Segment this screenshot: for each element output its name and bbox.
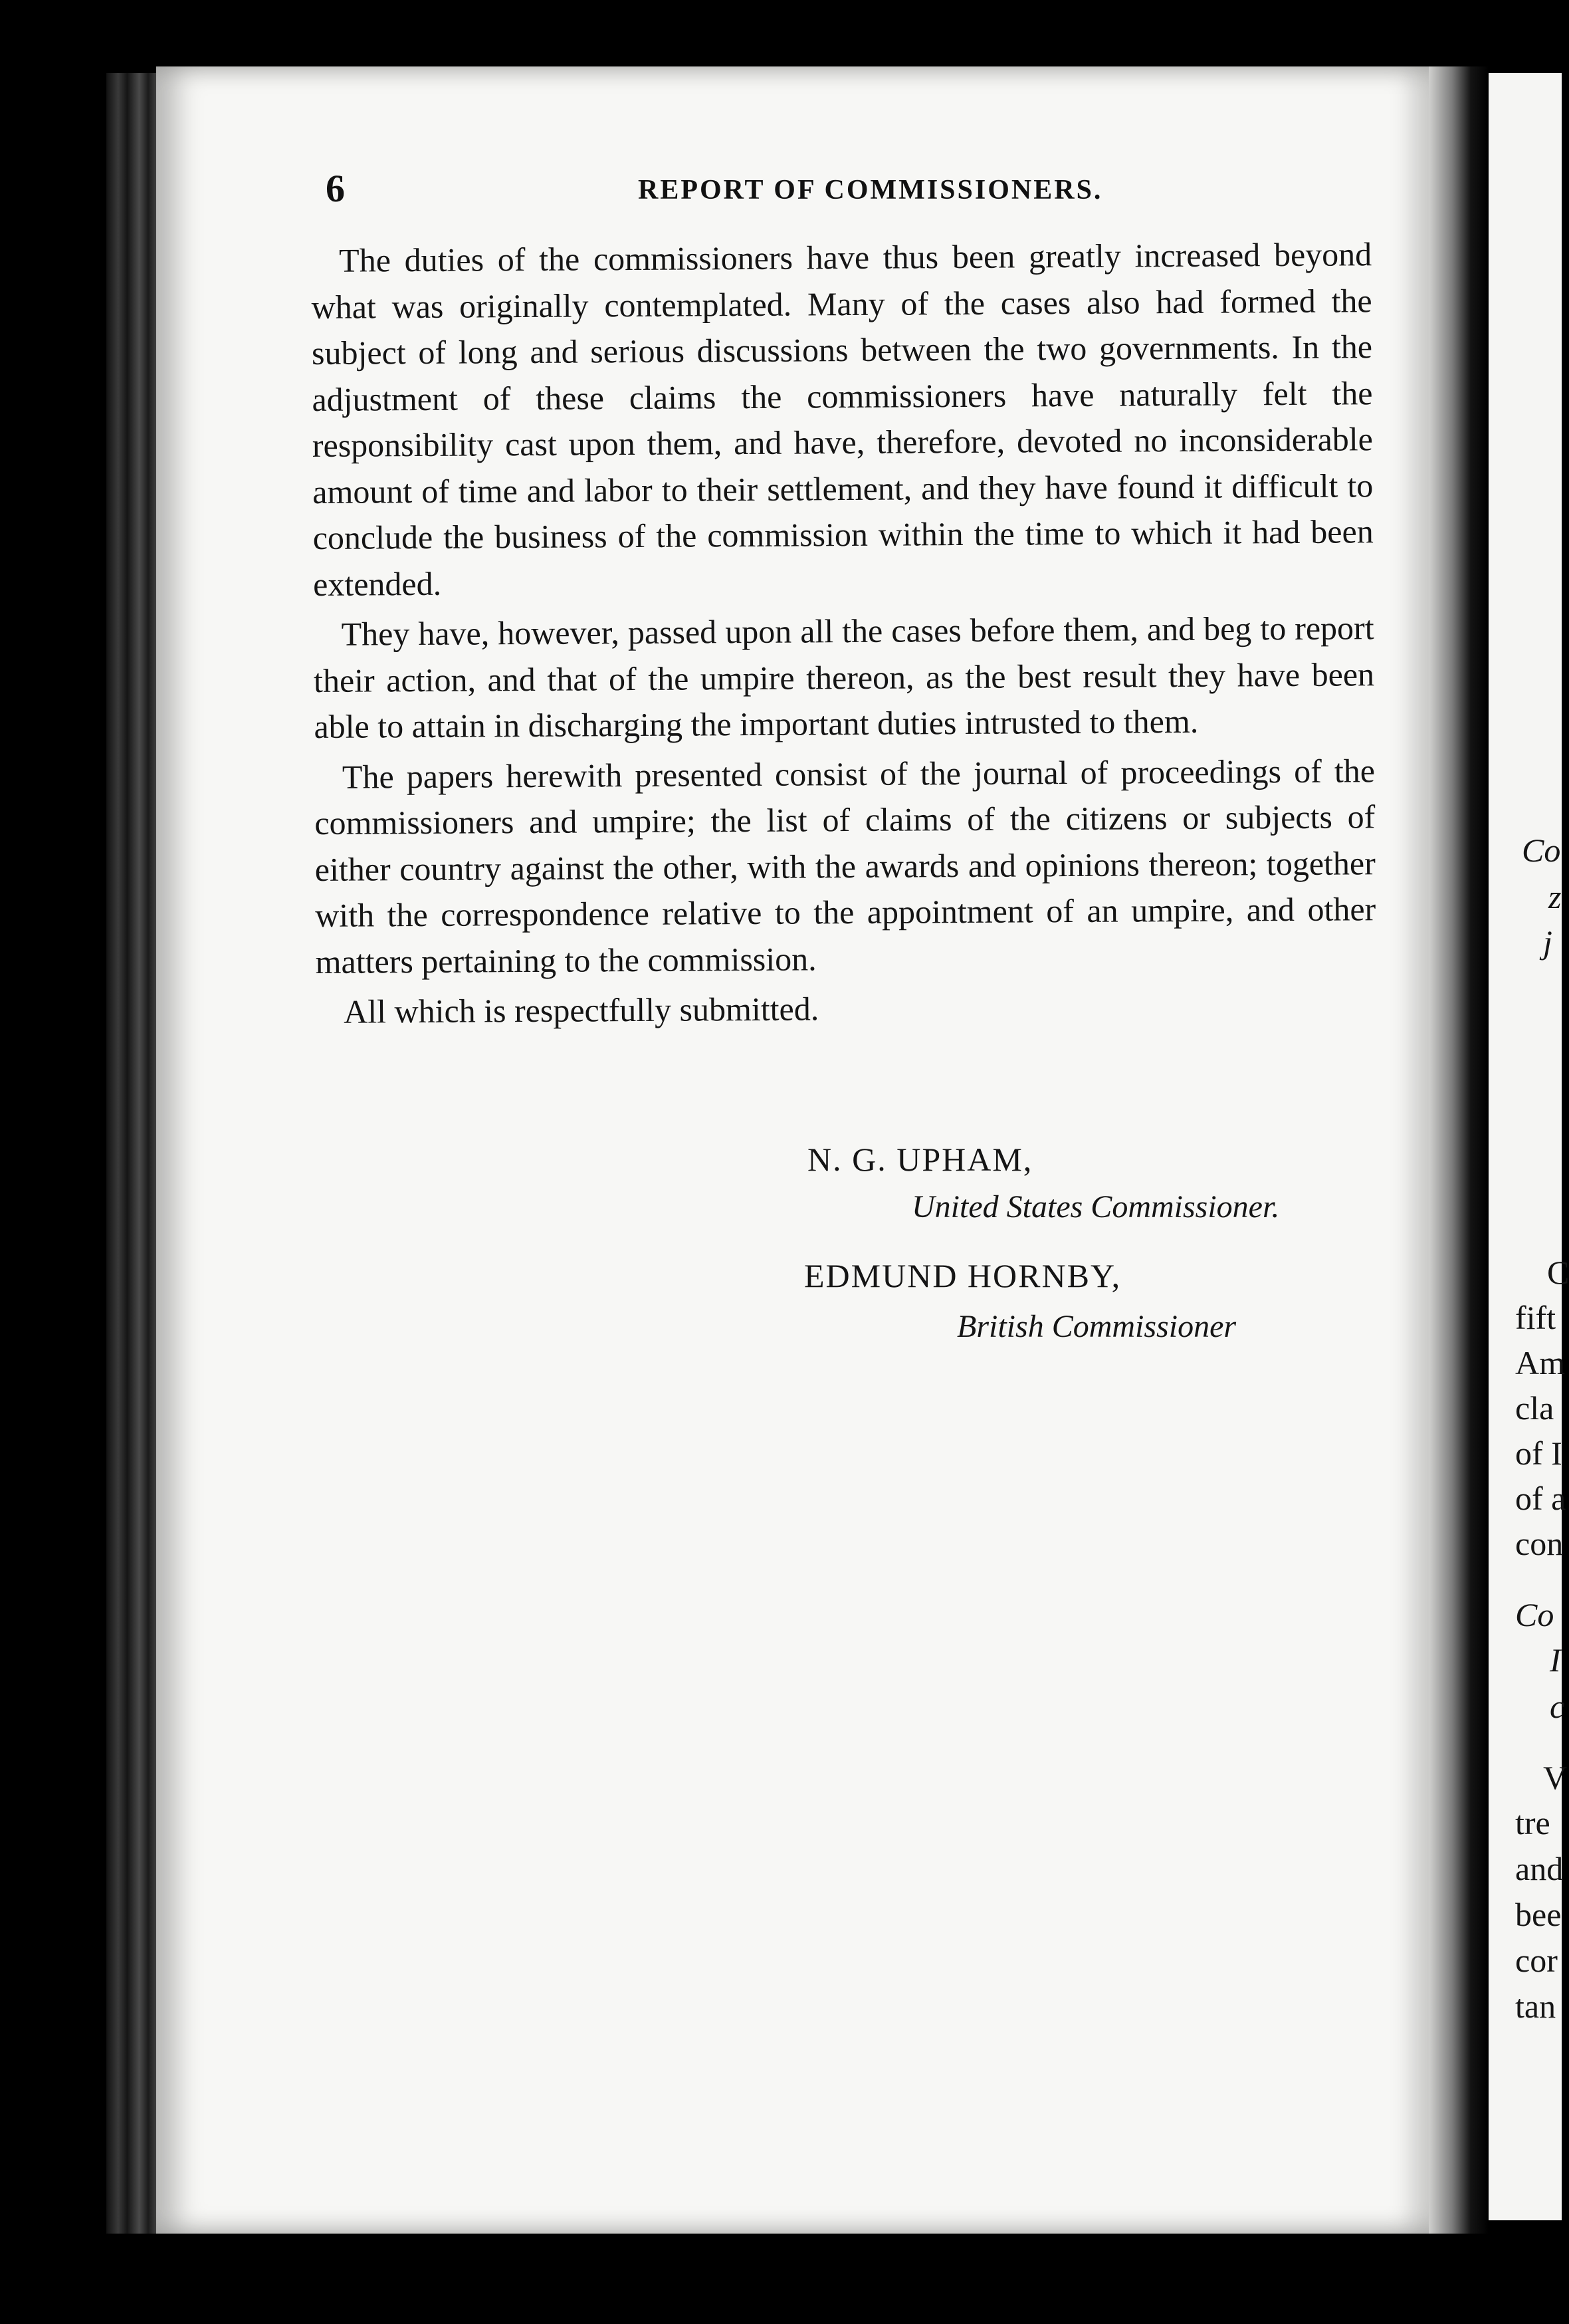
facing-fragment: V xyxy=(1543,1759,1568,1796)
signature-title-hornby: British Commissioner xyxy=(957,1309,1237,1344)
facing-fragment: Am xyxy=(1515,1344,1565,1381)
signature-name-hornby: EDMUND HORNBY, xyxy=(804,1257,1122,1294)
page-number: 6 xyxy=(326,167,347,210)
facing-fragment: j xyxy=(1543,923,1552,961)
facing-fragment: Co xyxy=(1522,832,1561,869)
closing-line: All which is respectfully submitted. xyxy=(343,990,819,1030)
facing-fragment: z xyxy=(1548,878,1562,915)
paragraph: They have, however, passed upon all the cases before them, and beg to report their action, and that of the umpire thereon, as the best result they have been able to attain in discharging the important duties intrusted to them. xyxy=(313,609,1375,745)
report-body xyxy=(311,231,1376,1039)
paragraph: The papers herewith presented consist of the journal of proceedings of the commissioners and umpire; the list of claims of the citizens or subjects of either country against the other, with the awards and opinions thereon; together with the correspondence relative to the appointment of an umpire, and other matters pertaining to the commission. xyxy=(314,751,1376,981)
facing-fragment: of I xyxy=(1515,1435,1562,1472)
facing-fragment: tre xyxy=(1515,1804,1550,1841)
facing-fragment: of a xyxy=(1515,1480,1566,1517)
paragraph: The duties of the commissioners have thus been greatly increased beyond what was originally contemplated. Many of the cases also had formed the subject of long and serious discussions between the two governments. In the adjustment of these claims the commissioners have naturally felt the responsibility cast upon them, and have, therefore, devoted no inconsiderable amount of time and labor to their settlement, and they have found it difficult to conclude the business of the commission within the time to which it had been extended. xyxy=(311,235,1374,603)
facing-page xyxy=(1489,73,1569,2220)
signature-name-upham: N. G. UPHAM, xyxy=(807,1141,1033,1178)
facing-fragment: fift xyxy=(1515,1299,1556,1336)
facing-fragment: C xyxy=(1547,1254,1569,1291)
facing-fragment: con xyxy=(1515,1525,1564,1562)
page-header-title: REPORT OF COMMISSIONERS. xyxy=(638,175,1103,205)
facing-fragment: cla xyxy=(1515,1389,1554,1427)
facing-fragment: Co xyxy=(1515,1596,1554,1633)
facing-fragment: cor xyxy=(1515,1942,1558,1979)
page-gutter xyxy=(1429,66,1489,2234)
signature-title-upham: United States Commissioner. xyxy=(912,1189,1280,1224)
facing-fragment: I xyxy=(1550,1641,1561,1679)
facing-fragment: c xyxy=(1550,1688,1565,1725)
facing-fragment: bee xyxy=(1515,1896,1562,1933)
facing-fragment: and xyxy=(1515,1850,1564,1887)
facing-fragment: tan xyxy=(1515,1988,1556,2025)
